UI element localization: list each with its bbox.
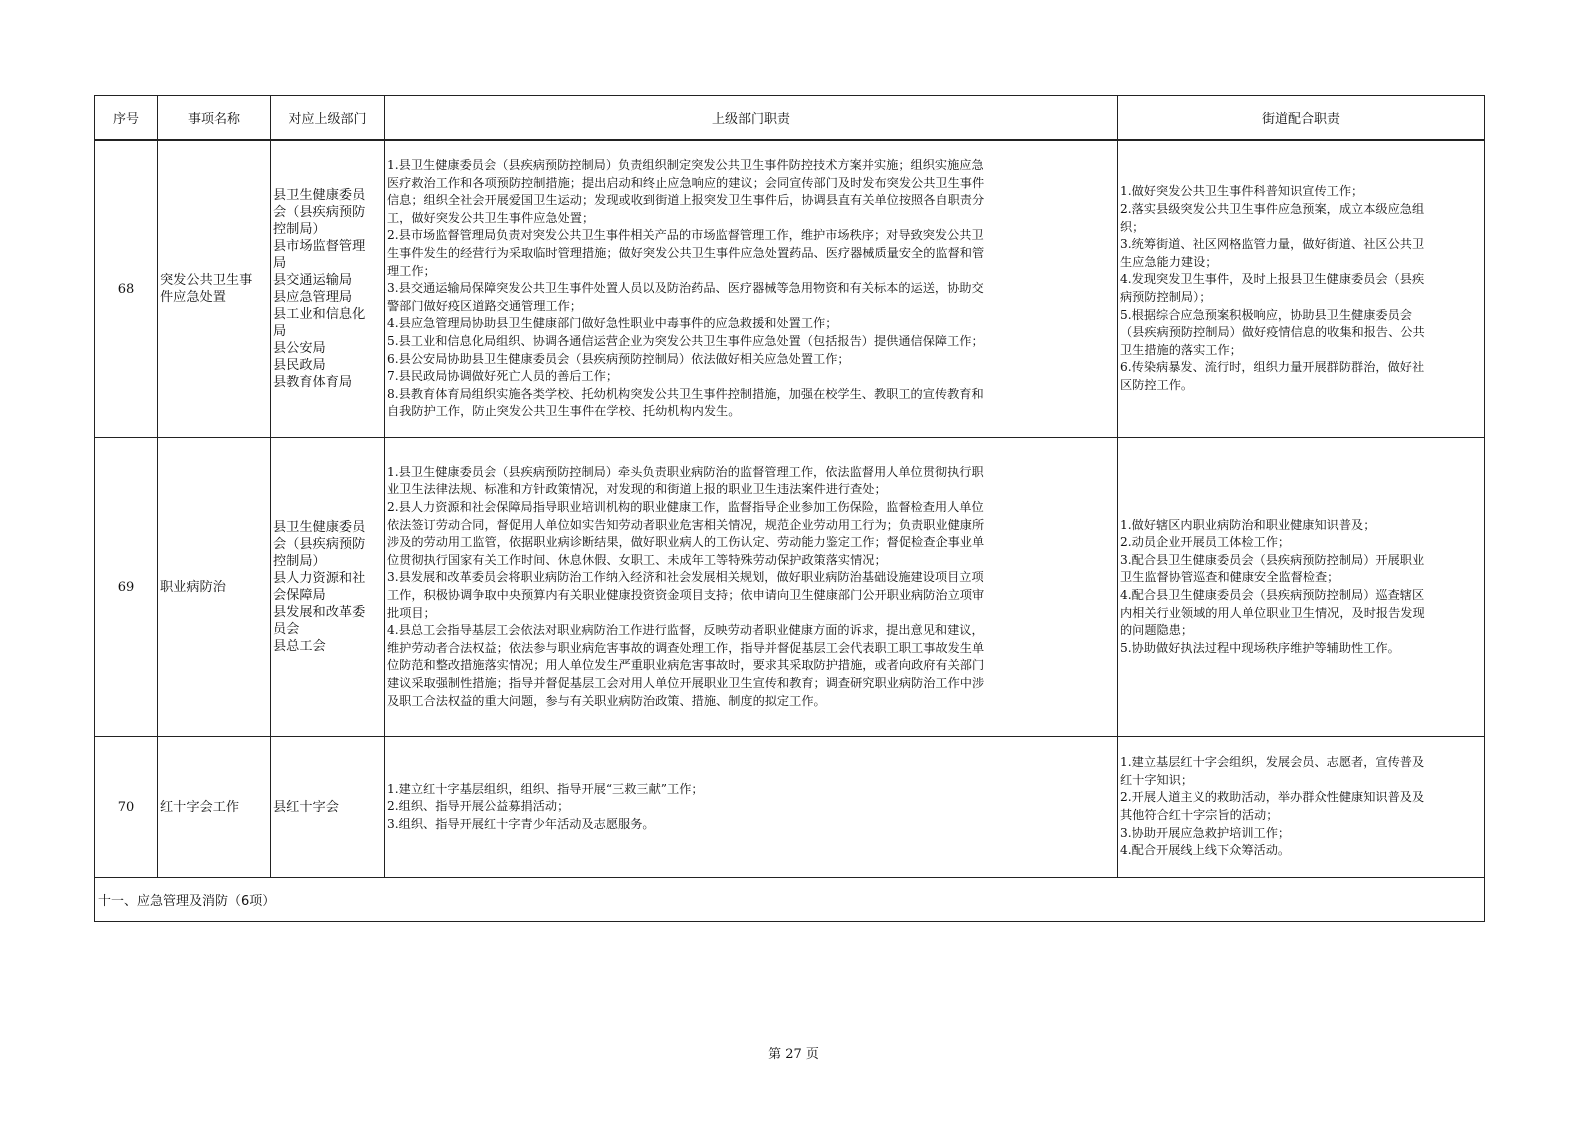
text-line: 县总工会 [273,639,326,654]
text-line: 1.县卫生健康委员会（县疾病预防控制局）牵头负责职业病防治的监督管理工作，依法监督用人单位贯彻执行职 [387,464,984,479]
text-line: 县民政局 [273,358,326,373]
table-row [95,140,1485,438]
text-line: 县发展和改革委 [273,605,366,620]
header-item-name: 事项名称 [158,96,271,141]
text-line: 依法签订劳动合同，督促用人单位如实告知劳动者职业危害相关情况，规范企业劳动用工行为；负责职业健康所 [387,517,985,532]
text-line: 8.县教育体育局组织实施各类学校、托幼机构突发公共卫生事件控制措施，加强在校学生、教职工的宣传教育和 [387,386,984,401]
text-line: 信息；组织全社会开展爱国卫生运动；发现或收到街道上报突发卫生事件后，协调县直有关单位按照各自职责分 [387,193,985,208]
text-line: 自我防护工作，防止突发公共卫生事件在学校、托幼机构内发生。 [387,404,741,419]
text-line: 县市场监督管理 [273,239,366,254]
dept-duty [385,438,1118,737]
duty-table [94,95,1485,922]
text-line: 2.落实县级突发公共卫生事件应急预案，成立本级应急组 [1120,202,1425,217]
text-line: 工作，积极协调争取中央预算内有关职业健康投资资金项目支持；依申请向卫生健康部门公开职业病防治立项审 [387,588,985,602]
row-index: 70 [95,737,158,878]
text-line: 3.协助开展应急救护培训工作； [1120,825,1291,840]
text-line: 局 [273,324,287,339]
text-line: 控制局） [273,554,326,569]
header-dept-duty: 上级部门职责 [385,96,1118,141]
text-line: （县疾病预防控制局）做好疫情信息的收集和报告、公共 [1120,325,1425,340]
text-line: 县公安局 [273,341,326,356]
text-line: 生事件发生的经营行为采取临时管理措施；做好突发公共卫生事件应急处置药品、医疗器械质量安全的监督和管 [387,246,985,261]
table-row [95,737,1485,878]
text-line: 区防控工作。 [1120,377,1194,392]
text-line: 及职工合法权益的重大问题，参与有关职业病防治政策、措施、制度的拟定工作。 [387,693,826,708]
text-line: 建议采取强制性措施；指导并督促基层工会对用人单位开展职业卫生宣传和教育；调查研究职业病防治工作中涉 [387,675,985,690]
text-line: 1.县卫生健康委员会（县疾病预防控制局）负责组织制定突发公共卫生事件防控技术方案并实施；组织实施应急 [387,158,984,173]
dept-duty [385,737,1118,878]
text-line: 员会 [273,622,300,637]
text-line: 3.配合县卫生健康委员会（县疾病预防控制局）开展职业 [1120,552,1425,567]
text-line: 突发公共卫生事 [160,273,253,288]
text-line: 2.开展人道主义的救助活动，举办群众性健康知识普及及 [1120,790,1425,805]
header-index: 序号 [95,96,158,141]
text-line: 局 [273,256,287,271]
text-line: 工，做好突发公共卫生事件应急处置； [387,210,595,225]
text-line: 4.配合县卫生健康委员会（县疾病预防控制局）巡查辖区 [1120,588,1425,602]
text-line: 涉及的劳动用工监管，依据职业病诊断结果，做好职业病人的工伤认定、劳动能力鉴定工作；督促检查企事业单 [387,535,985,550]
text-line: 红十字知识； [1120,772,1194,787]
text-line: 3.统筹街道、社区网格监管力量，做好街道、社区公共卫 [1120,237,1425,252]
text-line: 4.县应急管理局协助县卫生健康部门做好急性职业中毒事件的应急救援和处置工作； [387,316,838,331]
section-title: 十一、应急管理及消防（6项） [95,878,1485,922]
dept-duty [385,140,1118,438]
text-line: 5.根据综合应急预案积极响应，协助县卫生健康委员会 [1120,307,1412,322]
text-line: 县卫生健康委员 [273,520,366,535]
text-line: 5.县工业和信息化局组织、协调各通信运营企业为突发公共卫生事件应急处置（包括报告）提供通信保障工作； [387,333,984,348]
text-line: 卫生措施的落实工作； [1120,342,1242,357]
text-line: 县交通运输局 [273,273,353,288]
dept-list [271,140,385,438]
text-line: 病预防控制局）； [1120,290,1212,304]
text-line: 2.县市场监督管理局负责对突发公共卫生事件相关产品的市场监督管理工作，维护市场秩序；对导致突发公共卫 [387,228,984,243]
page-number: 第 27 页 [768,1047,819,1062]
text-line: 医疗救治工作和各项预防控制措施；提出启动和终止应急响应的建议；会同宣传部门及时发布突发公共卫生事件 [387,175,985,190]
text-line: 县人力资源和社 [273,571,366,586]
text-line: 7.县民政局协调做好死亡人员的善后工作； [387,369,619,384]
text-line: 2.县人力资源和社会保障局指导职业培训机构的职业健康工作，监督指导企业参加工伤保险，监督检查用人单位 [387,500,984,515]
text-line: 6.传染病暴发、流行时，组织力量开展群防群治，做好社 [1120,360,1425,375]
header-street-duty: 街道配合职责 [1118,96,1485,141]
text-line: 县红十字会 [273,799,339,815]
text-line: 卫生监督协管巡查和健康安全监督检查； [1120,570,1340,585]
text-line: 织； [1120,219,1145,234]
table-header-row [95,96,1485,141]
text-line: 其他符合红十字宗旨的活动； [1120,808,1279,822]
text-line: 5.协助做好执法过程中现场秩序维护等辅助性工作。 [1120,640,1400,655]
dept-list [271,438,385,737]
text-line: 3.县发展和改革委员会将职业病防治工作纳入经济和社会发展相关规划，做好职业病防治基础设施建设项目立项 [387,570,984,585]
text-line: 位贯彻执行国家有关工作时间、休息休假、女职工、未成年工等特殊劳动保护政策落实情况； [387,552,887,567]
text-line: 1.做好辖区内职业病防治和职业健康知识普及； [1120,517,1376,532]
text-line: 位防范和整改措施落实情况；用人单位发生严重职业病危害事故时，要求其采取防护措施，或者向政府有关部门 [387,658,985,673]
text-line: 县工业和信息化 [273,307,366,322]
text-line: 6.县公安局协助县卫生健康委员会（县疾病预防控制局）依法做好相关应急处置工作； [387,351,850,366]
text-line: 3.县交通运输局保障突发公共卫生事件处置人员以及防治药品、医疗器械等急用物资和有关标本的运送，协助交 [387,281,984,296]
row-index: 69 [95,438,158,737]
street-duty [1118,438,1485,737]
text-line: 控制局） [273,222,326,237]
text-line: 2.组织、指导开展公益募捐活动； [387,799,570,814]
dept-list [271,737,385,878]
table-row [95,438,1485,737]
street-duty [1118,737,1485,878]
text-line: 1.建立基层红十字会组织，发展会员、志愿者，宣传普及 [1120,755,1425,770]
street-duty [1118,140,1485,438]
text-line: 业卫生法律法规、标准和方针政策情况，对发现的和街道上报的职业卫生违法案件进行查处； [387,482,887,497]
text-line: 内相关行业领域的用人单位职业卫生情况，及时报告发现 [1120,605,1425,620]
text-line: 件应急处置 [160,290,226,305]
text-line: 县卫生健康委员 [273,188,366,203]
item-name [158,140,271,438]
text-line: 职业病防治 [160,579,226,595]
text-line: 3.组织、指导开展红十字青少年活动及志愿服务。 [387,816,655,831]
item-name [158,438,271,737]
text-line: 4.发现突发卫生事件，及时上报县卫生健康委员会（县疾 [1120,272,1425,287]
text-line: 2.动员企业开展员工体检工作； [1120,535,1291,550]
text-line: 理工作； [387,263,436,278]
text-line: 1.建立红十字基层组织，组织、指导开展“三救三献”工作； [387,781,704,796]
text-line: 生应急能力建设； [1120,254,1218,269]
text-line: 红十字会工作 [160,799,240,815]
text-line: 4.配合开展线上线下众筹活动。 [1120,843,1291,858]
text-line: 维护劳动者合法权益；依法参与职业病危害事故的调查处理工作，指导并督促基层工会代表职工职工事故发生单 [387,640,985,655]
text-line: 县教育体育局 [273,375,353,390]
text-line: 县应急管理局 [273,290,353,305]
text-line: 4.县总工会指导基层工会依法对职业病防治工作进行监督，反映劳动者职业健康方面的诉求，提出意见和建议， [387,623,984,638]
text-line: 会（县疾病预防 [273,205,366,220]
text-line: 的问题隐患； [1120,623,1194,638]
header-dept: 对应上级部门 [271,96,385,141]
text-line: 警部门做好疫区道路交通管理工作； [387,298,582,313]
section-row [95,878,1485,922]
text-line: 1.做好突发公共卫生事件科普知识宣传工作； [1120,184,1364,199]
item-name [158,737,271,878]
text-line: 会保障局 [273,588,326,603]
text-line: 会（县疾病预防 [273,537,366,552]
row-index: 68 [95,140,158,438]
text-line: 批项目； [387,605,436,620]
